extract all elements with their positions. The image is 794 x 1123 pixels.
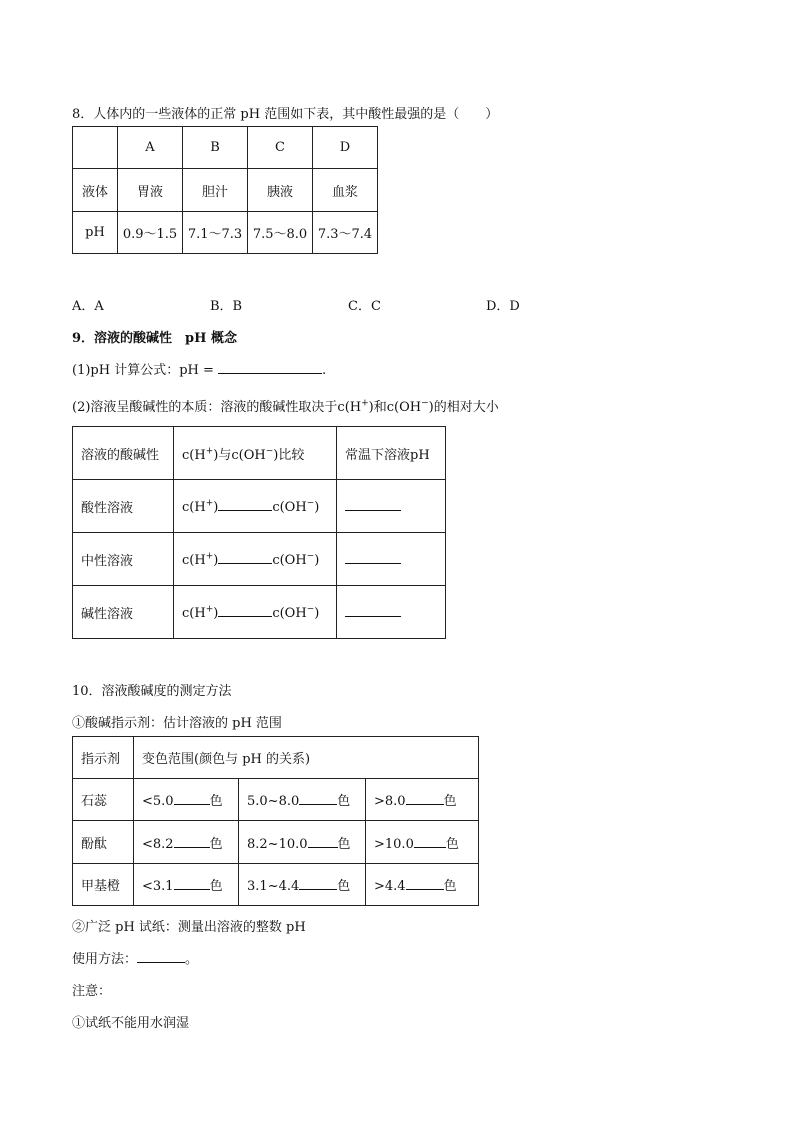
q9-ph-cell: [337, 533, 446, 586]
q10-note: 注意：: [72, 984, 112, 999]
q10-range-cell: <5.0 色: [134, 779, 239, 821]
q8-header-cell: B: [183, 127, 248, 169]
q9-formula-blank[interactable]: [218, 361, 322, 374]
color-blank[interactable]: [299, 877, 337, 890]
q8-cell: 胃液: [118, 169, 183, 212]
q9-ph-cell: [337, 480, 446, 533]
ph-blank[interactable]: [345, 604, 401, 617]
q10-indicator-name: 甲基橙: [73, 864, 134, 906]
usage-blank[interactable]: [137, 950, 185, 963]
q9-title: 9．溶液的酸碱性 pH 概念: [72, 331, 237, 346]
color-blank[interactable]: [174, 792, 210, 805]
q8-cell: 7.1～7.3: [183, 212, 248, 254]
q9-header-acidity: 溶液的酸碱性: [73, 427, 174, 480]
color-blank[interactable]: [406, 792, 444, 805]
q10-header-range: 变色范围(颜色与 pH 的关系): [134, 737, 479, 779]
q8-header-cell: D: [313, 127, 378, 169]
q9-formula-suffix: .: [322, 363, 327, 378]
q8-cell: 7.5～8.0: [248, 212, 313, 254]
q9-row-label: 酸性溶液: [73, 480, 174, 533]
q8-cell: 胆汁: [183, 169, 248, 212]
ph-blank[interactable]: [345, 551, 401, 564]
q8-cell: 7.3～7.4: [313, 212, 378, 254]
q10-note1: ①试纸不能用水润湿: [72, 1016, 190, 1031]
q10-range-cell: <3.1 色: [134, 864, 239, 906]
q10-range-cell: 8.2~10.0 色: [239, 821, 366, 864]
q10-range-cell: 3.1~4.4 色: [239, 864, 366, 906]
q9-compare-cell: c(H+) c(OH−): [174, 533, 337, 586]
q10-usage-line: [72, 948, 198, 967]
q10-sub2: ②广泛 pH 试纸：测量出溶液的整数 pH: [72, 920, 306, 935]
q8-table: [72, 126, 378, 254]
color-blank[interactable]: [414, 835, 446, 848]
ch-expr: c(H+): [337, 398, 374, 415]
q8-option-a: A．A: [72, 299, 104, 314]
q8-cell: pH: [73, 212, 118, 254]
q10-range-cell: >8.0 色: [366, 779, 479, 821]
q9-header-compare: c(H+)与c(OH−)比较: [174, 427, 337, 480]
q10-header-indicator: 指示剂: [73, 737, 134, 779]
q10-indicator-name: 酚酞: [73, 821, 134, 864]
compare-blank[interactable]: [218, 551, 272, 564]
q9-essence-suffix: 的相对大小: [433, 400, 499, 415]
q8-stem: 8．人体内的一些液体的正常 pH 范围如下表，其中酸性最强的是（ ）: [72, 107, 499, 122]
q10-indicator-name: 石蕊: [73, 779, 134, 821]
ph-blank[interactable]: [345, 498, 401, 511]
q8-cell: 胰液: [248, 169, 313, 212]
color-blank[interactable]: [406, 877, 444, 890]
q10-range-cell: >10.0 色: [366, 821, 479, 864]
q10-table: [72, 736, 479, 906]
compare-blank[interactable]: [218, 498, 272, 511]
q9-table: [72, 426, 446, 639]
q9-essence-prefix: (2)溶液呈酸碱性的本质：溶液的酸碱性取决于: [72, 400, 338, 415]
color-blank[interactable]: [174, 877, 210, 890]
q8-cell: 0.9～1.5: [118, 212, 183, 254]
color-blank[interactable]: [308, 835, 338, 848]
q9-formula-line: [72, 359, 326, 378]
q9-compare-cell: c(H+) c(OH−): [174, 586, 337, 639]
q10-range-cell: >4.4 色: [366, 864, 479, 906]
q8-header-cell: C: [248, 127, 313, 169]
q8-header-cell: [73, 127, 118, 169]
q8-option-d: D．D: [486, 299, 520, 314]
q8-option-b: B．B: [210, 299, 243, 314]
q8-cell: 液体: [73, 169, 118, 212]
coh-expr: c(OH−): [386, 398, 434, 415]
color-blank[interactable]: [174, 835, 210, 848]
q9-essence-line: [72, 396, 499, 415]
color-blank[interactable]: [299, 792, 337, 805]
q10-sub1: ①酸碱指示剂：估计溶液的 pH 范围: [72, 716, 282, 731]
q10-usage-suffix: 。: [185, 952, 199, 967]
q9-row-label: 碱性溶液: [73, 586, 174, 639]
q10-usage-prefix: 使用方法：: [72, 952, 138, 967]
q10-range-cell: <8.2 色: [134, 821, 239, 864]
q10-range-cell: 5.0~8.0 色: [239, 779, 366, 821]
q10-title: 10．溶液酸碱度的测定方法: [72, 684, 232, 699]
q9-essence-mid: 和: [373, 400, 387, 415]
q9-header-ph: 常温下溶液pH: [337, 427, 446, 480]
q8-header-cell: A: [118, 127, 183, 169]
q9-compare-cell: c(H+) c(OH−): [174, 480, 337, 533]
q9-formula-prefix: (1)pH 计算公式：pH =: [72, 363, 214, 378]
q9-row-label: 中性溶液: [73, 533, 174, 586]
q8-cell: 血浆: [313, 169, 378, 212]
compare-blank[interactable]: [218, 604, 272, 617]
q8-option-c: C．C: [348, 299, 381, 314]
q9-ph-cell: [337, 586, 446, 639]
